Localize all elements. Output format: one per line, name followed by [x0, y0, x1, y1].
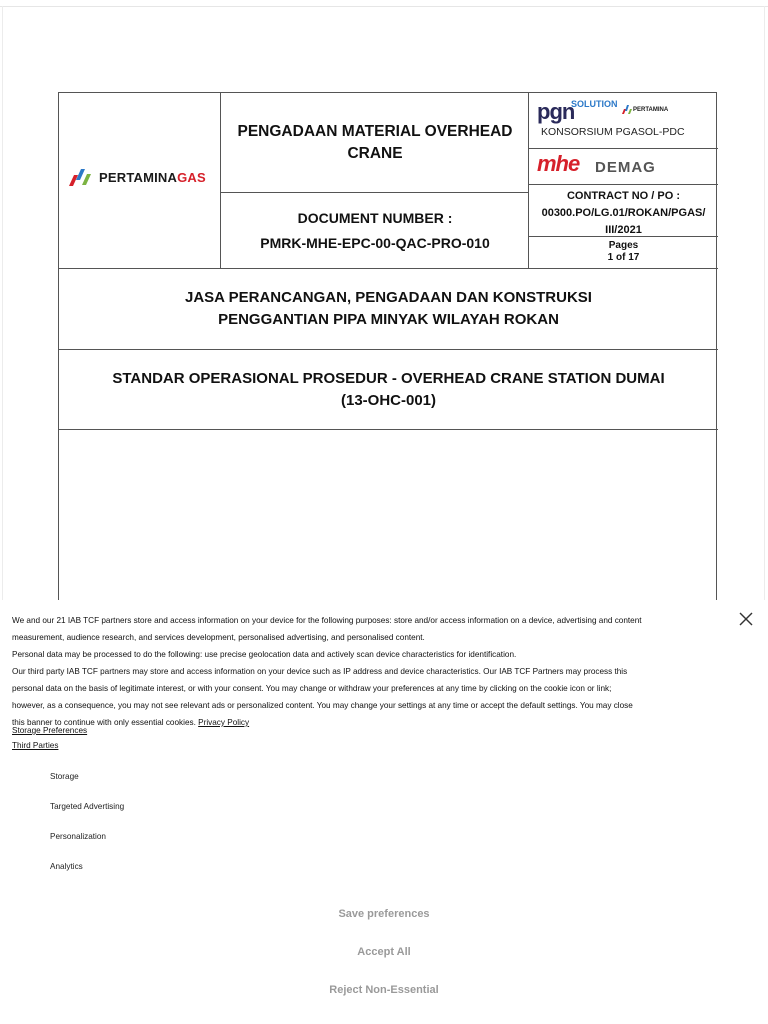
- pages-label: Pages: [608, 240, 639, 251]
- accept-all-button[interactable]: Accept All: [357, 946, 411, 958]
- category-targeted-advertising[interactable]: Targeted Advertising: [50, 802, 125, 811]
- consortium-logos: [529, 93, 718, 185]
- logo-text-pertamina: PERTAMINA: [99, 169, 178, 185]
- storage-preferences-link[interactable]: Storage Preferences: [12, 726, 88, 735]
- pages-value: 1 of 17: [607, 252, 640, 263]
- category-storage[interactable]: Storage: [50, 772, 79, 781]
- category-personalization[interactable]: Personalization: [50, 832, 106, 841]
- pages-block: [529, 237, 718, 269]
- logo-text-gas: GAS: [177, 169, 206, 185]
- document-number-label: DOCUMENT NUMBER :: [297, 210, 453, 226]
- pgn-logo: pgn: [537, 99, 575, 124]
- contract-label: CONTRACT NO / PO :: [566, 190, 681, 202]
- reject-non-essential-button[interactable]: Reject Non-Essential: [329, 984, 439, 996]
- document-number: PMRK-MHE-EPC-00-QAC-PRO-010: [260, 235, 490, 251]
- consent-description: We and our 21 IAB TCF partners store and access information on your device for the following purposes: store and/or access information on a device, advertising and content measurement, audience research, and services development, personalised advertising, and personalised content. Personal data may be processed to do the following: use precise geolocation data and actively scan device characteristics for identification. Our third party IAB TCF partners may store and access information on your device such as IP address and device characteristics. Our IAB TCF Partners may process this personal data on the basis of legitimate interest, or with your consent. You may change or withdraw your preferences at any time by clicking on the cookie icon or link; however, as a consequence, you may not see relevant ads or personalized content. You may change your settings at any time or accept the default settings. You may close this banner to continue with only essential cookies. Privacy Policy: [12, 616, 642, 727]
- third-parties-link[interactable]: Third Parties: [12, 741, 59, 750]
- project-title: JASA PERANCANGAN, PENGADAAN DAN KONSTRUKSI PENGGANTIAN PIPA MINYAK WILAYAH ROKAN: [185, 289, 592, 328]
- privacy-policy-link[interactable]: Privacy Policy: [198, 718, 250, 727]
- pertamina-small-text: PERTAMINA: [633, 107, 669, 113]
- sop-title: STANDAR OPERASIONAL PROSEDUR - OVERHEAD CRANE STATION DUMAI (13-OHC-001): [112, 369, 665, 409]
- cookie-consent-banner: [0, 600, 768, 1024]
- contract-number-block: [529, 185, 718, 237]
- konsorsium-text: KONSORSIUM PGASOL-PDC: [541, 126, 685, 138]
- close-icon: [737, 610, 755, 628]
- page-right-edge: [764, 6, 765, 606]
- document-number-block: [221, 193, 529, 269]
- category-analytics[interactable]: Analytics: [50, 862, 83, 871]
- page-top-edge: [0, 6, 768, 7]
- pgn-solution-text: SOLUTION: [571, 99, 618, 109]
- document-title: PENGADAAN MATERIAL OVERHEAD CRANE: [237, 123, 513, 162]
- mhe-logo: mhe: [537, 151, 580, 176]
- contract-number: 00300.PO/LG.01/ROKAN/PGAS/: [541, 207, 706, 219]
- contract-date: III/2021: [605, 224, 642, 236]
- close-banner-button[interactable]: [737, 610, 755, 628]
- pertamina-small-icon: [621, 103, 633, 115]
- demag-logo: DEMAG: [595, 159, 656, 176]
- page-left-edge: [2, 6, 3, 606]
- divider: [59, 429, 718, 430]
- pertamina-mark-icon: [67, 166, 93, 188]
- document-cover-table: [58, 92, 717, 612]
- pertamina-gas-logo: [67, 166, 206, 188]
- save-preferences-button[interactable]: Save preferences: [338, 908, 430, 920]
